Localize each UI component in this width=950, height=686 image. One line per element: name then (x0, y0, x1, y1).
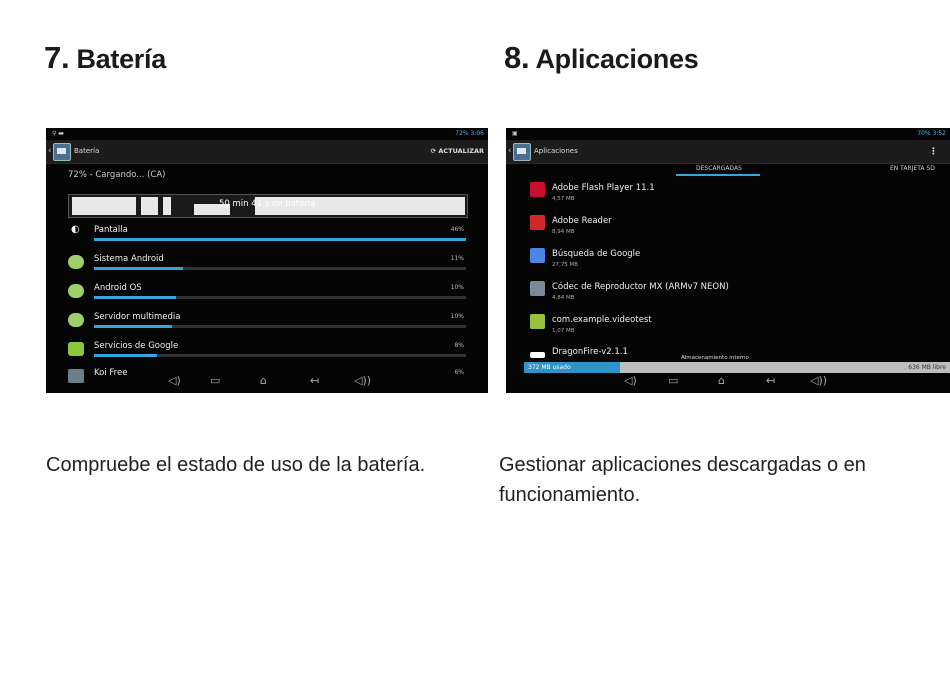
action-bar-title: Aplicaciones (534, 147, 578, 155)
navigation-bar (46, 369, 488, 393)
action-bar (506, 140, 950, 164)
storage-free-text: 636 MB libre (908, 364, 946, 371)
battery-item[interactable] (68, 340, 466, 368)
app-list-item[interactable] (530, 246, 910, 278)
app-size: 27,75 MB (552, 262, 579, 268)
action-bar-title: Batería (74, 147, 100, 155)
google-services-icon (68, 342, 84, 356)
app-size: 4,57 MB (552, 196, 575, 202)
volume-down-icon[interactable]: ◁) (168, 374, 181, 387)
tab-bar (506, 164, 950, 176)
graph-segment (141, 197, 158, 215)
home-icon[interactable]: ⌂ (718, 374, 725, 387)
battery-item-percent: 6% (454, 369, 464, 376)
google-search-icon (530, 248, 545, 263)
status-bar (46, 128, 488, 140)
usage-bar-track (94, 238, 466, 241)
app-name: Búsqueda de Google (552, 249, 641, 259)
app-list-item[interactable] (530, 180, 910, 212)
usage-bar-fill (94, 354, 157, 357)
volume-down-icon[interactable]: ◁) (624, 374, 637, 387)
app-name: Adobe Flash Player 11.1 (552, 183, 655, 193)
android-system-icon (68, 255, 84, 269)
battery-item[interactable] (68, 253, 466, 281)
notification-icons: ▣ (512, 130, 518, 137)
battery-item[interactable] (68, 311, 466, 339)
app-name: Adobe Reader (552, 216, 612, 226)
mx-player-codec-icon (530, 281, 545, 296)
status-right: 72% 3:06 (455, 130, 484, 137)
usage-bar-track (94, 354, 466, 357)
android-app-icon (530, 314, 545, 329)
volume-up-icon[interactable]: ◁)) (810, 374, 828, 387)
usage-bar-track (94, 325, 466, 328)
app-size: 4,84 MB (552, 295, 575, 301)
battery-item-name: Servicios de Google (94, 341, 179, 351)
recent-apps-icon[interactable]: ▭ (668, 374, 679, 387)
adobe-reader-icon (530, 215, 545, 230)
notification-icons: ⚲ ▬ (52, 130, 64, 137)
usage-bar-fill (94, 325, 172, 328)
tab-downloaded[interactable]: DESCARGADAS (696, 165, 742, 172)
app-size: 1,07 MB (552, 328, 575, 334)
app-list-item[interactable] (530, 213, 910, 245)
battery-item[interactable] (68, 224, 466, 252)
tab-sd-card[interactable]: EN TARJETA SD (890, 165, 935, 172)
battery-item-name: Koi Free (94, 368, 128, 378)
app-size: 8,94 MB (552, 229, 575, 235)
status-bar (506, 128, 950, 140)
back-chevron-icon[interactable]: ‹ (48, 146, 52, 156)
graph-segment (163, 197, 171, 215)
section-title-text: Batería (76, 44, 166, 74)
action-bar (46, 140, 488, 164)
refresh-label: ACTUALIZAR (438, 147, 484, 155)
usage-bar-fill (94, 267, 183, 270)
battery-item-name: Pantalla (94, 225, 128, 235)
app-name: DragonFire-v2.1.1 (552, 347, 628, 357)
section-number: 7. (44, 40, 70, 75)
app-name: com.example.videotest (552, 315, 652, 325)
battery-item[interactable] (68, 282, 466, 310)
battery-graph[interactable] (68, 194, 468, 218)
status-right: 70% 3:52 (917, 130, 946, 137)
back-chevron-icon[interactable]: ‹ (508, 146, 512, 156)
usage-bar-track (94, 296, 466, 299)
display-icon: ◐ (71, 224, 80, 235)
active-tab-indicator (676, 174, 760, 176)
navigation-bar (506, 369, 950, 393)
refresh-button[interactable]: ⟳ ACTUALIZAR (430, 147, 484, 155)
apps-screenshot (506, 128, 950, 393)
app-list-item[interactable] (530, 312, 910, 344)
usage-bar-track (94, 267, 466, 270)
flash-player-icon (530, 182, 545, 197)
back-icon[interactable]: ↤ (766, 374, 776, 387)
app-list-item[interactable] (530, 279, 910, 311)
battery-section-title (44, 40, 166, 76)
battery-item-percent: 11% (450, 255, 464, 262)
battery-item-percent: 10% (450, 313, 464, 320)
settings-app-icon[interactable] (53, 143, 71, 161)
settings-app-icon[interactable] (513, 143, 531, 161)
battery-screenshot (46, 128, 488, 393)
media-server-icon (68, 313, 84, 327)
battery-time-text: 50 min 41 s de batería (219, 199, 316, 209)
graph-segment (72, 197, 136, 215)
battery-caption: Compruebe el estado de uso de la batería. (46, 454, 426, 476)
battery-item-name: Sistema Android (94, 254, 164, 264)
battery-item-name: Android OS (94, 283, 142, 293)
home-icon[interactable]: ⌂ (260, 374, 267, 387)
app-name: Códec de Reproductor MX (ARMv7 NEON) (552, 282, 729, 292)
apps-section-title (504, 40, 698, 76)
storage-used-text: 372 MB usado (528, 364, 571, 371)
back-icon[interactable]: ↤ (310, 374, 320, 387)
section-title-text: Aplicaciones (535, 44, 699, 74)
battery-item-percent: 8% (454, 342, 464, 349)
battery-item-percent: 10% (450, 284, 464, 291)
usage-bar-fill (94, 238, 466, 241)
section-number: 8. (504, 40, 530, 75)
recent-apps-icon[interactable]: ▭ (210, 374, 221, 387)
battery-item-name: Servidor multimedia (94, 312, 181, 322)
battery-summary: 72% - Cargando... (CA) (68, 170, 166, 180)
volume-up-icon[interactable]: ◁)) (354, 374, 372, 387)
apps-caption: Gestionar aplicaciones descargadas o en funcionamiento. (499, 454, 866, 506)
usage-bar-fill (94, 296, 176, 299)
overflow-menu-icon[interactable]: ⋮ (929, 147, 938, 157)
battery-item-percent: 46% (450, 226, 464, 233)
dragonfire-icon (530, 352, 545, 358)
android-os-icon (68, 284, 84, 298)
storage-label: Almacenamiento interno (681, 355, 749, 361)
